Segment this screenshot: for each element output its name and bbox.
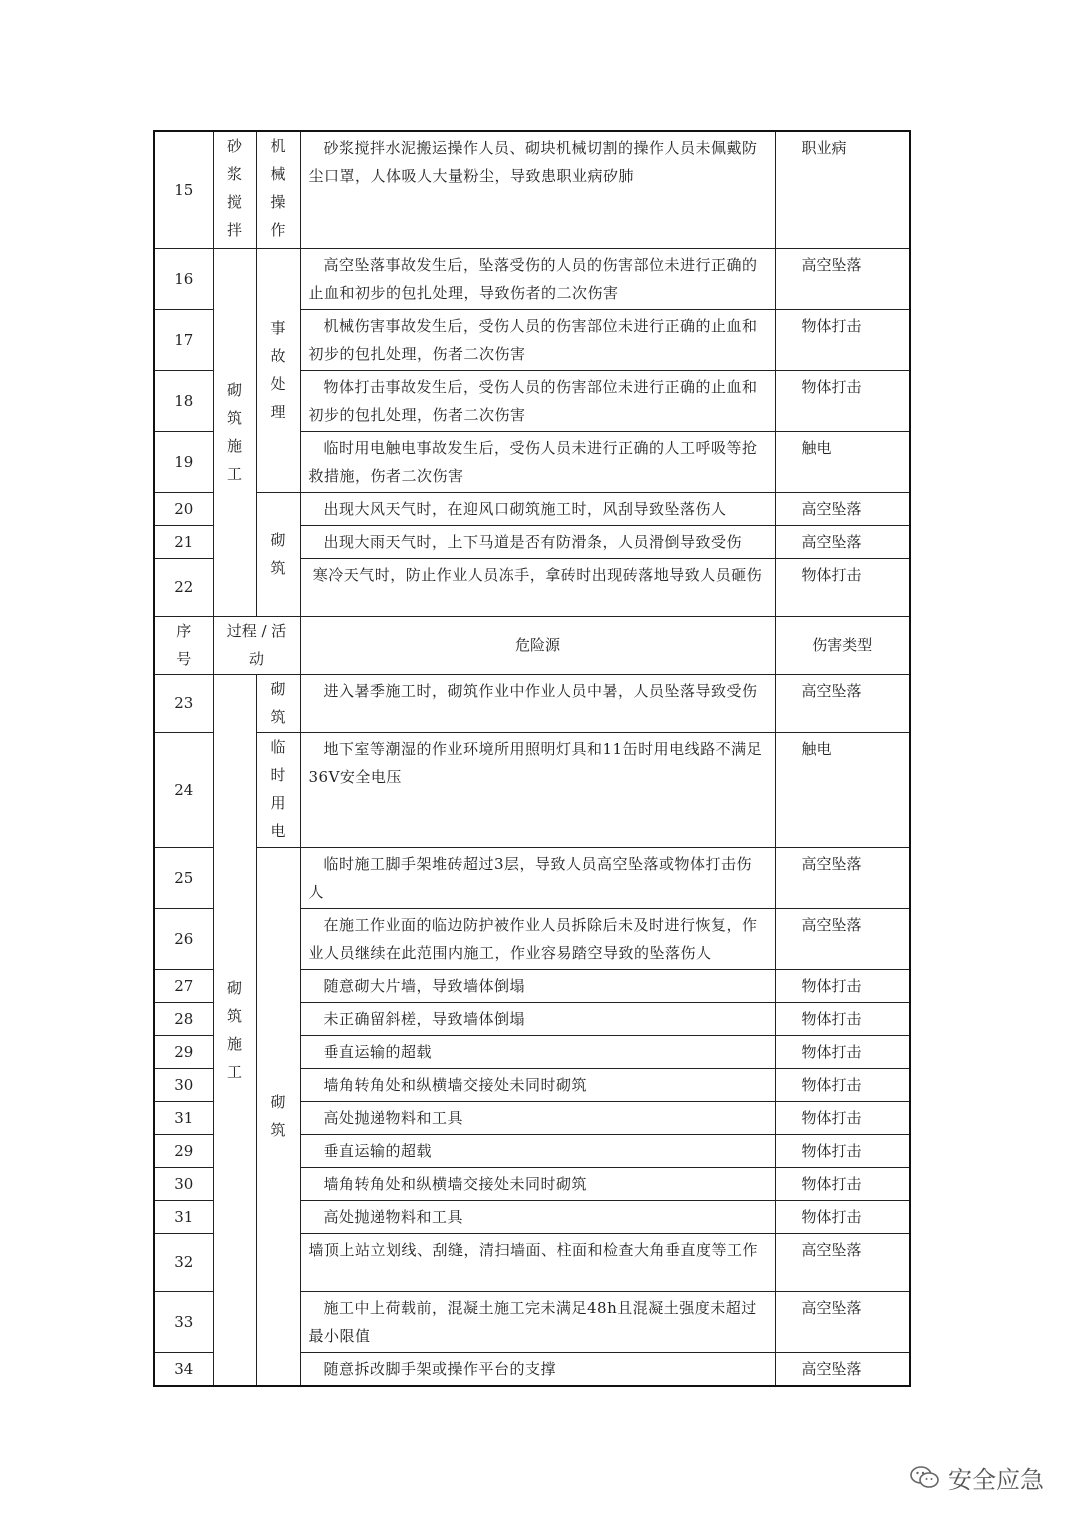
injury-type-cell: 高空坠落: [775, 492, 910, 525]
hazard-cell: 高空坠落事故发生后，坠落受伤的人员的伤害部位未进行正确的止血和初步的包扎处理，导致伤者的二次伤害: [300, 248, 775, 309]
activity-cell: [256, 248, 300, 492]
watermark-text: 安全应急: [948, 1466, 1044, 1494]
hazard-cell: 出现大风天气时，在迎风口砌筑施工时，风刮导致坠落伤人: [300, 492, 775, 525]
injury-type-cell: 高空坠落: [775, 525, 910, 558]
wechat-icon: [910, 1465, 940, 1491]
table-row: [154, 732, 910, 847]
row-number: 24: [154, 732, 213, 847]
hazard-cell: 垂直运输的超载: [300, 1134, 775, 1167]
activity-cell: [256, 847, 300, 1386]
row-number: 31: [154, 1101, 213, 1134]
process-label: 砂浆搅拌: [226, 137, 242, 239]
row-number: 30: [154, 1167, 213, 1200]
activity-label: 砌筑: [270, 531, 286, 577]
hazard-cell: 出现大雨天气时，上下马道是否有防滑条，人员滑倒导致受伤: [300, 525, 775, 558]
activity-cell: [256, 732, 300, 847]
table-row: [154, 492, 910, 525]
injury-type-cell: 物体打击: [775, 1002, 910, 1035]
row-number: 31: [154, 1200, 213, 1233]
table-row: [154, 847, 910, 908]
injury-type-cell: 物体打击: [775, 370, 910, 431]
row-number: 19: [154, 431, 213, 492]
row-number: 16: [154, 248, 213, 309]
row-number: 15: [154, 131, 213, 248]
watermark: [910, 1460, 1044, 1495]
row-number: 20: [154, 492, 213, 525]
hazard-table: [153, 130, 911, 1387]
hazard-cell: 地下室等潮湿的作业环境所用照明灯具和11缶时用电线路不满足36V安全电压: [300, 732, 775, 847]
row-number: 22: [154, 558, 213, 616]
hazard-cell: 随意砌大片墙，导致墙体倒塌: [300, 969, 775, 1002]
injury-type-cell: 职业病: [775, 131, 910, 248]
process-cell: [213, 131, 256, 248]
injury-type-cell: 物体打击: [775, 1200, 910, 1233]
process-cell: [213, 674, 256, 1386]
process-cell: [213, 248, 256, 616]
injury-type-cell: 高空坠落: [775, 248, 910, 309]
row-number: 34: [154, 1352, 213, 1386]
hazard-cell: 墙顶上站立划线、刮缝，清扫墙面、柱面和检查大角垂直度等工作: [300, 1233, 775, 1291]
hazard-cell: 进入暑季施工时，砌筑作业中作业人员中暑，人员坠落导致受伤: [300, 674, 775, 732]
hazard-cell: 机械伤害事故发生后，受伤人员的伤害部位未进行正确的止血和初步的包扎处理，伤者二次伤害: [300, 309, 775, 370]
row-number: 17: [154, 309, 213, 370]
hazard-cell: 未正确留斜槎，导致墙体倒塌: [300, 1002, 775, 1035]
row-number: 18: [154, 370, 213, 431]
activity-cell: [256, 131, 300, 248]
hazard-cell: 在施工作业面的临边防护被作业人员拆除后未及时进行恢复，作业人员继续在此范围内施工，作业容易踏空导致的坠落伤人: [300, 908, 775, 969]
hazard-cell: 随意拆改脚手架或操作平台的支撑: [300, 1352, 775, 1386]
hazard-cell: 墙角转角处和纵横墙交接处未同时砌筑: [300, 1068, 775, 1101]
row-number: 23: [154, 674, 213, 732]
row-number: 32: [154, 1233, 213, 1291]
hazard-cell: 临时施工脚手架堆砖超过3层，导致人员高空坠落或物体打击伤人: [300, 847, 775, 908]
injury-type-cell: 物体打击: [775, 1035, 910, 1068]
injury-type-cell: 物体打击: [775, 558, 910, 616]
process-label: 砌筑施工: [226, 978, 242, 1081]
injury-type-cell: 触电: [775, 431, 910, 492]
activity-label: 砌筑: [270, 680, 286, 726]
hazard-cell: 墙角转角处和纵横墙交接处未同时砌筑: [300, 1167, 775, 1200]
table-row: [154, 248, 910, 309]
injury-type-cell: 触电: [775, 732, 910, 847]
row-number: 33: [154, 1291, 213, 1352]
injury-type-cell: 高空坠落: [775, 1233, 910, 1291]
injury-type-cell: 高空坠落: [775, 1352, 910, 1386]
hazard-cell: 砂浆搅拌水泥搬运操作人员、砌块机械切割的操作人员未佩戴防尘口罩，人体吸人大量粉尘，导致患职业病矽肺: [300, 131, 775, 248]
header-hazard: 危险源: [300, 616, 775, 674]
injury-type-cell: 高空坠落: [775, 908, 910, 969]
row-number: 26: [154, 908, 213, 969]
injury-type-cell: 物体打击: [775, 309, 910, 370]
injury-type-cell: 物体打击: [775, 969, 910, 1002]
injury-type-cell: 物体打击: [775, 1101, 910, 1134]
header-process: 过程 / 活动: [213, 616, 300, 674]
row-number: 21: [154, 525, 213, 558]
hazard-cell: 临时用电触电事故发生后，受伤人员未进行正确的人工呼吸等抢救措施，伤者二次伤害: [300, 431, 775, 492]
activity-label: 事故处理: [270, 319, 286, 421]
injury-type-cell: 高空坠落: [775, 847, 910, 908]
hazard-cell: 寒冷天气时，防止作业人员冻手，拿砖时出现砖落地导致人员砸伤: [300, 558, 775, 616]
activity-label: 机械操作: [270, 137, 286, 239]
injury-type-cell: 物体打击: [775, 1068, 910, 1101]
row-number: 28: [154, 1002, 213, 1035]
row-number: 29: [154, 1035, 213, 1068]
activity-cell: [256, 492, 300, 616]
header-type: 伤害类型: [775, 616, 910, 674]
hazard-cell: 高处抛递物料和工具: [300, 1200, 775, 1233]
row-number: 29: [154, 1134, 213, 1167]
activity-cell: [256, 674, 300, 732]
row-number: 30: [154, 1068, 213, 1101]
hazard-cell: 垂直运输的超载: [300, 1035, 775, 1068]
row-number: 27: [154, 969, 213, 1002]
hazard-cell: 高处抛递物料和工具: [300, 1101, 775, 1134]
table-row: [154, 131, 910, 248]
injury-type-cell: 物体打击: [775, 1134, 910, 1167]
row-number: 25: [154, 847, 213, 908]
table-row: [154, 674, 910, 732]
injury-type-cell: 高空坠落: [775, 674, 910, 732]
header-no: 序号: [154, 616, 213, 674]
hazard-cell: 物体打击事故发生后，受伤人员的伤害部位未进行正确的止血和初步的包扎处理，伤者二次伤害: [300, 370, 775, 431]
process-label: 砌筑施工: [226, 381, 242, 483]
activity-label: 临时用电: [270, 737, 286, 840]
hazard-cell: 施工中上荷载前，混凝土施工完未满足48h且混凝土强度未超过最小限值: [300, 1291, 775, 1352]
table-header-row: [154, 616, 910, 674]
injury-type-cell: 物体打击: [775, 1167, 910, 1200]
activity-label: 砌筑: [270, 1093, 286, 1139]
injury-type-cell: 高空坠落: [775, 1291, 910, 1352]
